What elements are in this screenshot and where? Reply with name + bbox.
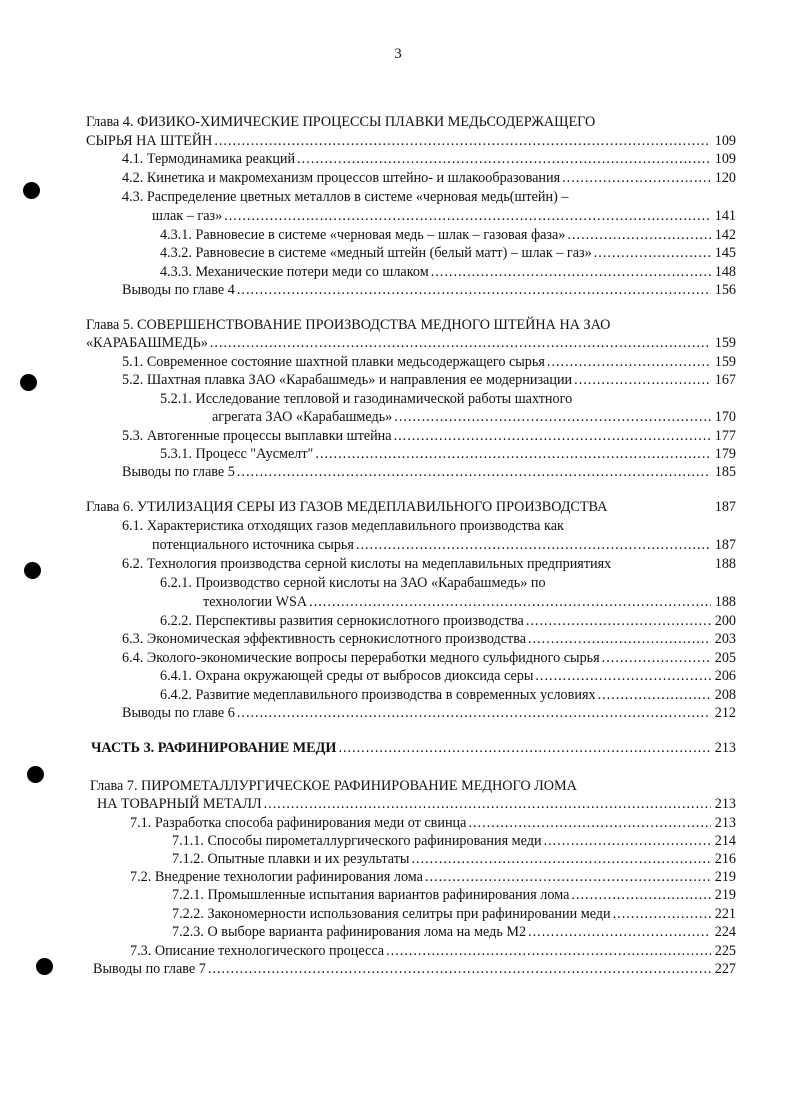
toc-entry-page: 142 [714, 227, 736, 243]
dot-leader [572, 371, 711, 389]
dot-leader [533, 667, 710, 685]
dot-leader [542, 832, 711, 850]
chapter-4-page: 109 [714, 133, 736, 149]
toc-entry-4-3-1[interactable] [160, 226, 736, 244]
toc-entry-page: 141 [714, 208, 736, 224]
toc-entry-page: 216 [714, 851, 736, 867]
toc-entry-text: Выводы по главе 4 [122, 282, 235, 298]
dot-leader [262, 795, 711, 813]
dot-leader [354, 536, 711, 554]
toc-entry-page: 167 [714, 372, 736, 388]
toc-entry-7-1-1[interactable] [172, 832, 736, 850]
dot-leader [235, 704, 711, 722]
chapter-4-title-line1: Глава 4. ФИЗИКО-ХИМИЧЕСКИЕ ПРОЦЕССЫ ПЛАВКИ МЕДЬСОДЕРЖАЩЕГО [86, 114, 596, 130]
dot-leader [526, 630, 711, 648]
dot-leader [429, 263, 711, 281]
toc-entry-page: 159 [714, 354, 736, 370]
toc-entry-4-3[interactable] [152, 207, 736, 225]
toc-entry-page: 185 [714, 464, 736, 480]
dot-leader [560, 169, 711, 187]
chapter-5-page: 159 [714, 335, 736, 351]
binding-hole [36, 958, 53, 975]
page-number: 3 [394, 46, 402, 62]
toc-entry-4-3-3[interactable] [160, 263, 736, 281]
toc-entry-5-2-1[interactable] [212, 408, 736, 426]
dot-leader [235, 463, 711, 481]
dot-leader [569, 886, 710, 904]
toc-entry-text: 7.2. Внедрение технологии рафинирования лома [130, 869, 423, 885]
toc-entry-text: 7.2.2. Закономерности использования селитры при рафинировании меди [172, 906, 611, 922]
toc-entry-text: 4.1. Термодинамика реакций [122, 151, 296, 167]
toc-entry-6-2-1[interactable] [203, 593, 736, 611]
toc-entry-text: шлак – газ» [152, 208, 223, 224]
toc-entry-7-1-2[interactable] [172, 850, 736, 868]
toc-entry-text: Выводы по главе 7 [93, 961, 206, 977]
chapter-7-title-row[interactable] [97, 795, 736, 813]
toc-entry-6-1[interactable] [152, 536, 736, 554]
toc-entry-page: 109 [714, 151, 736, 167]
chapter-4-title-line2: СЫРЬЯ НА ШТЕЙН [86, 133, 213, 149]
toc-entry-page: 170 [714, 409, 736, 425]
part-3-heading[interactable] [91, 739, 736, 757]
toc-entry-page: 219 [714, 869, 736, 885]
toc-entry-page: 188 [714, 594, 736, 610]
toc-entry-text: 4.3.3. Механические потери меди со шлаком [160, 264, 429, 280]
toc-entry-text: технологии WSA [203, 594, 308, 610]
dot-leader [466, 814, 710, 832]
toc-entry-5-2-1-line1[interactable]: 5.2.1. Исследование тепловой и газодинамической работы шахтного [160, 391, 573, 407]
part-3-page: 213 [714, 740, 736, 756]
dot-leader [545, 353, 711, 371]
toc-entry-7-2-3[interactable] [172, 923, 736, 941]
toc-entry-conclusions-7[interactable] [93, 960, 736, 978]
toc-entry-5-1[interactable] [122, 353, 736, 371]
chapter-7-title-line1: Глава 7. ПИРОМЕТАЛЛУРГИЧЕСКОЕ РАФИНИРОВАНИЕ МЕДНОГО ЛОМА [90, 778, 577, 794]
toc-entry-4-2[interactable] [122, 169, 736, 187]
toc-entry-text: 6.2.2. Перспективы развития сернокислотного производства [160, 613, 524, 629]
chapter-6-title: Глава 6. УТИЛИЗАЦИЯ СЕРЫ ИЗ ГАЗОВ МЕДЕПЛАВИЛЬНОГО ПРОИЗВОДСТВА [86, 499, 608, 515]
toc-entry-6-3[interactable] [122, 630, 736, 648]
chapter-7-title-line2: НА ТОВАРНЫЙ МЕТАЛЛ [97, 796, 262, 812]
toc-entry-text: 6.4. Эколого-экономические вопросы переработки медного сульфидного сырья [122, 650, 600, 666]
toc-entry-7-3[interactable] [130, 942, 736, 960]
dot-leader [336, 739, 710, 757]
binding-hole [27, 766, 44, 783]
dot-leader [212, 132, 710, 150]
toc-entry-6-2-2[interactable] [160, 612, 736, 630]
dot-leader [222, 207, 711, 225]
chapter-5-title-line1: Глава 5. СОВЕРШЕНСТВОВАНИЕ ПРОИЗВОДСТВА МЕДНОГО ШТЕЙНА НА ЗАО [86, 317, 611, 333]
toc-entry-text: 7.1.2. Опытные плавки и их результаты [172, 851, 410, 867]
toc-entry-page: 208 [714, 687, 736, 703]
toc-entry-page: 221 [714, 906, 736, 922]
toc-entry-page: 224 [714, 924, 736, 940]
dot-leader [313, 445, 710, 463]
toc-entry-text: 6.4.1. Охрана окружающей среды от выбросов диоксида серы [160, 668, 534, 684]
toc-entry-4-3-line1[interactable]: 4.3. Распределение цветных металлов в системе «черновая медь(штейн) – [122, 189, 569, 205]
binding-hole [20, 374, 37, 391]
toc-entry-5-2[interactable] [122, 371, 736, 389]
toc-entry-page: 156 [714, 282, 736, 298]
toc-entry-text: 5.2. Шахтная плавка ЗАО «Карабашмедь» и направления ее модернизации [122, 372, 573, 388]
toc-entry-page: 145 [714, 245, 736, 261]
toc-entry-text: 7.2.1. Промышленные испытания вариантов рафинирования лома [172, 887, 570, 903]
toc-entry-page: 200 [714, 613, 736, 629]
toc-entry-7-1[interactable] [130, 814, 736, 832]
dot-leader [384, 942, 711, 960]
toc-entry-6-2[interactable] [122, 555, 736, 573]
toc-entry-conclusions-5[interactable] [122, 463, 736, 481]
toc-entry-6-4-1[interactable] [160, 667, 736, 685]
toc-entry-page: 227 [714, 961, 736, 977]
toc-entry-page: 120 [714, 170, 736, 186]
toc-entry-page: 187 [714, 537, 736, 553]
toc-entry-text: 6.4.2. Развитие медеплавильного производства в современных условиях [160, 687, 596, 703]
chapter-4-title-row[interactable] [86, 132, 736, 150]
toc-entry-text: 4.3.1. Равновесие в системе «черновая медь – шлак – газовая фаза» [160, 227, 566, 243]
toc-entry-page: 206 [714, 668, 736, 684]
toc-entry-text: 7.1.1. Способы пирометаллургического рафинирования меди [172, 833, 542, 849]
toc-entry-text: 5.1. Современное состояние шахтной плавки медьсодержащего сырья [122, 354, 545, 370]
toc-entry-text: агрегата ЗАО «Карабашмедь» [212, 409, 393, 425]
toc-entry-text: 7.3. Описание технологического процесса [130, 943, 385, 959]
dot-leader [596, 686, 711, 704]
toc-entry-4-3-2[interactable] [160, 244, 736, 262]
dot-leader [295, 150, 711, 168]
binding-hole [23, 182, 40, 199]
toc-entry-text: 7.1. Разработка способа рафинирования меди от свинца [130, 815, 467, 831]
toc-entry-page: 203 [714, 631, 736, 647]
toc-entry-conclusions-4[interactable] [122, 281, 736, 299]
toc-entry-4-1[interactable] [122, 150, 736, 168]
dot-leader [600, 649, 711, 667]
toc-entry-text: 7.2.3. О выборе варианта рафинирования лома на медь М2 [172, 924, 527, 940]
dot-leader [409, 850, 710, 868]
dot-leader [592, 244, 711, 262]
dot-leader [524, 612, 711, 630]
dot-leader [611, 905, 711, 923]
toc-entry-5-3[interactable] [122, 427, 736, 445]
dot-leader [206, 960, 711, 978]
toc-entry-page: 212 [714, 705, 736, 721]
chapter-5-title-line2: «КАРАБАШМЕДЬ» [86, 335, 208, 351]
toc-entry-page: 148 [714, 264, 736, 280]
toc-entry-page: 213 [714, 815, 736, 831]
dot-leader [392, 427, 711, 445]
dot-leader [565, 226, 710, 244]
dot-leader [526, 923, 711, 941]
toc-entry-text: 6.2. Технология производства серной кислоты на медеплавильных предприятиях [122, 556, 612, 572]
toc-entry-page: 219 [714, 887, 736, 903]
chapter-6-title-row[interactable] [86, 498, 736, 516]
toc-entry-6-1-line1[interactable]: 6.1. Характеристика отходящих газов медеплавильного производства как [122, 518, 564, 534]
toc-entry-6-2-1-line1[interactable]: 6.2.1. Производство серной кислоты на ЗАО «Карабашмедь» по [160, 575, 546, 591]
toc-entry-text: 4.3.2. Равновесие в системе «медный штейн (белый матт) – шлак – газ» [160, 245, 592, 261]
toc-entry-text: Выводы по главе 5 [122, 464, 235, 480]
toc-entry-page: 177 [714, 428, 736, 444]
dot-leader [392, 408, 710, 426]
toc-entry-6-4-2[interactable] [160, 686, 736, 704]
toc-entry-text: 6.3. Экономическая эффективность сернокислотного производства [122, 631, 527, 647]
dot-leader [235, 281, 711, 299]
toc-entry-page: 214 [714, 833, 736, 849]
toc-entry-page: 205 [714, 650, 736, 666]
toc-entry-text: Выводы по главе 6 [122, 705, 235, 721]
dot-leader [208, 334, 711, 352]
chapter-6-page: 187 [714, 499, 736, 515]
toc-entry-text: потенциального источника сырья [152, 537, 354, 553]
chapter-7-page: 213 [714, 796, 736, 812]
toc-entry-text: 4.2. Кинетика и макромеханизм процессов штейно- и шлакообразования [122, 170, 561, 186]
chapter-5-title-row[interactable] [86, 334, 736, 352]
dot-leader [307, 593, 711, 611]
binding-hole [24, 562, 41, 579]
toc-entry-conclusions-6[interactable] [122, 704, 736, 722]
toc-entry-6-4[interactable] [122, 649, 736, 667]
toc-entry-page: 179 [714, 446, 736, 462]
dot-leader [423, 868, 711, 886]
part-3-title: ЧАСТЬ 3. РАФИНИРОВАНИЕ МЕДИ [91, 740, 337, 756]
toc-entry-7-2[interactable] [130, 868, 736, 886]
toc-entry-text: 5.3.1. Процесс "Аусмелт" [160, 446, 314, 462]
toc-entry-7-2-1[interactable] [172, 886, 736, 904]
toc-entry-7-2-2[interactable] [172, 905, 736, 923]
toc-entry-text: 5.3. Автогенные процессы выплавки штейна [122, 428, 392, 444]
toc-entry-page: 188 [714, 556, 736, 572]
toc-entry-page: 225 [714, 943, 736, 959]
toc-entry-5-3-1[interactable] [160, 445, 736, 463]
